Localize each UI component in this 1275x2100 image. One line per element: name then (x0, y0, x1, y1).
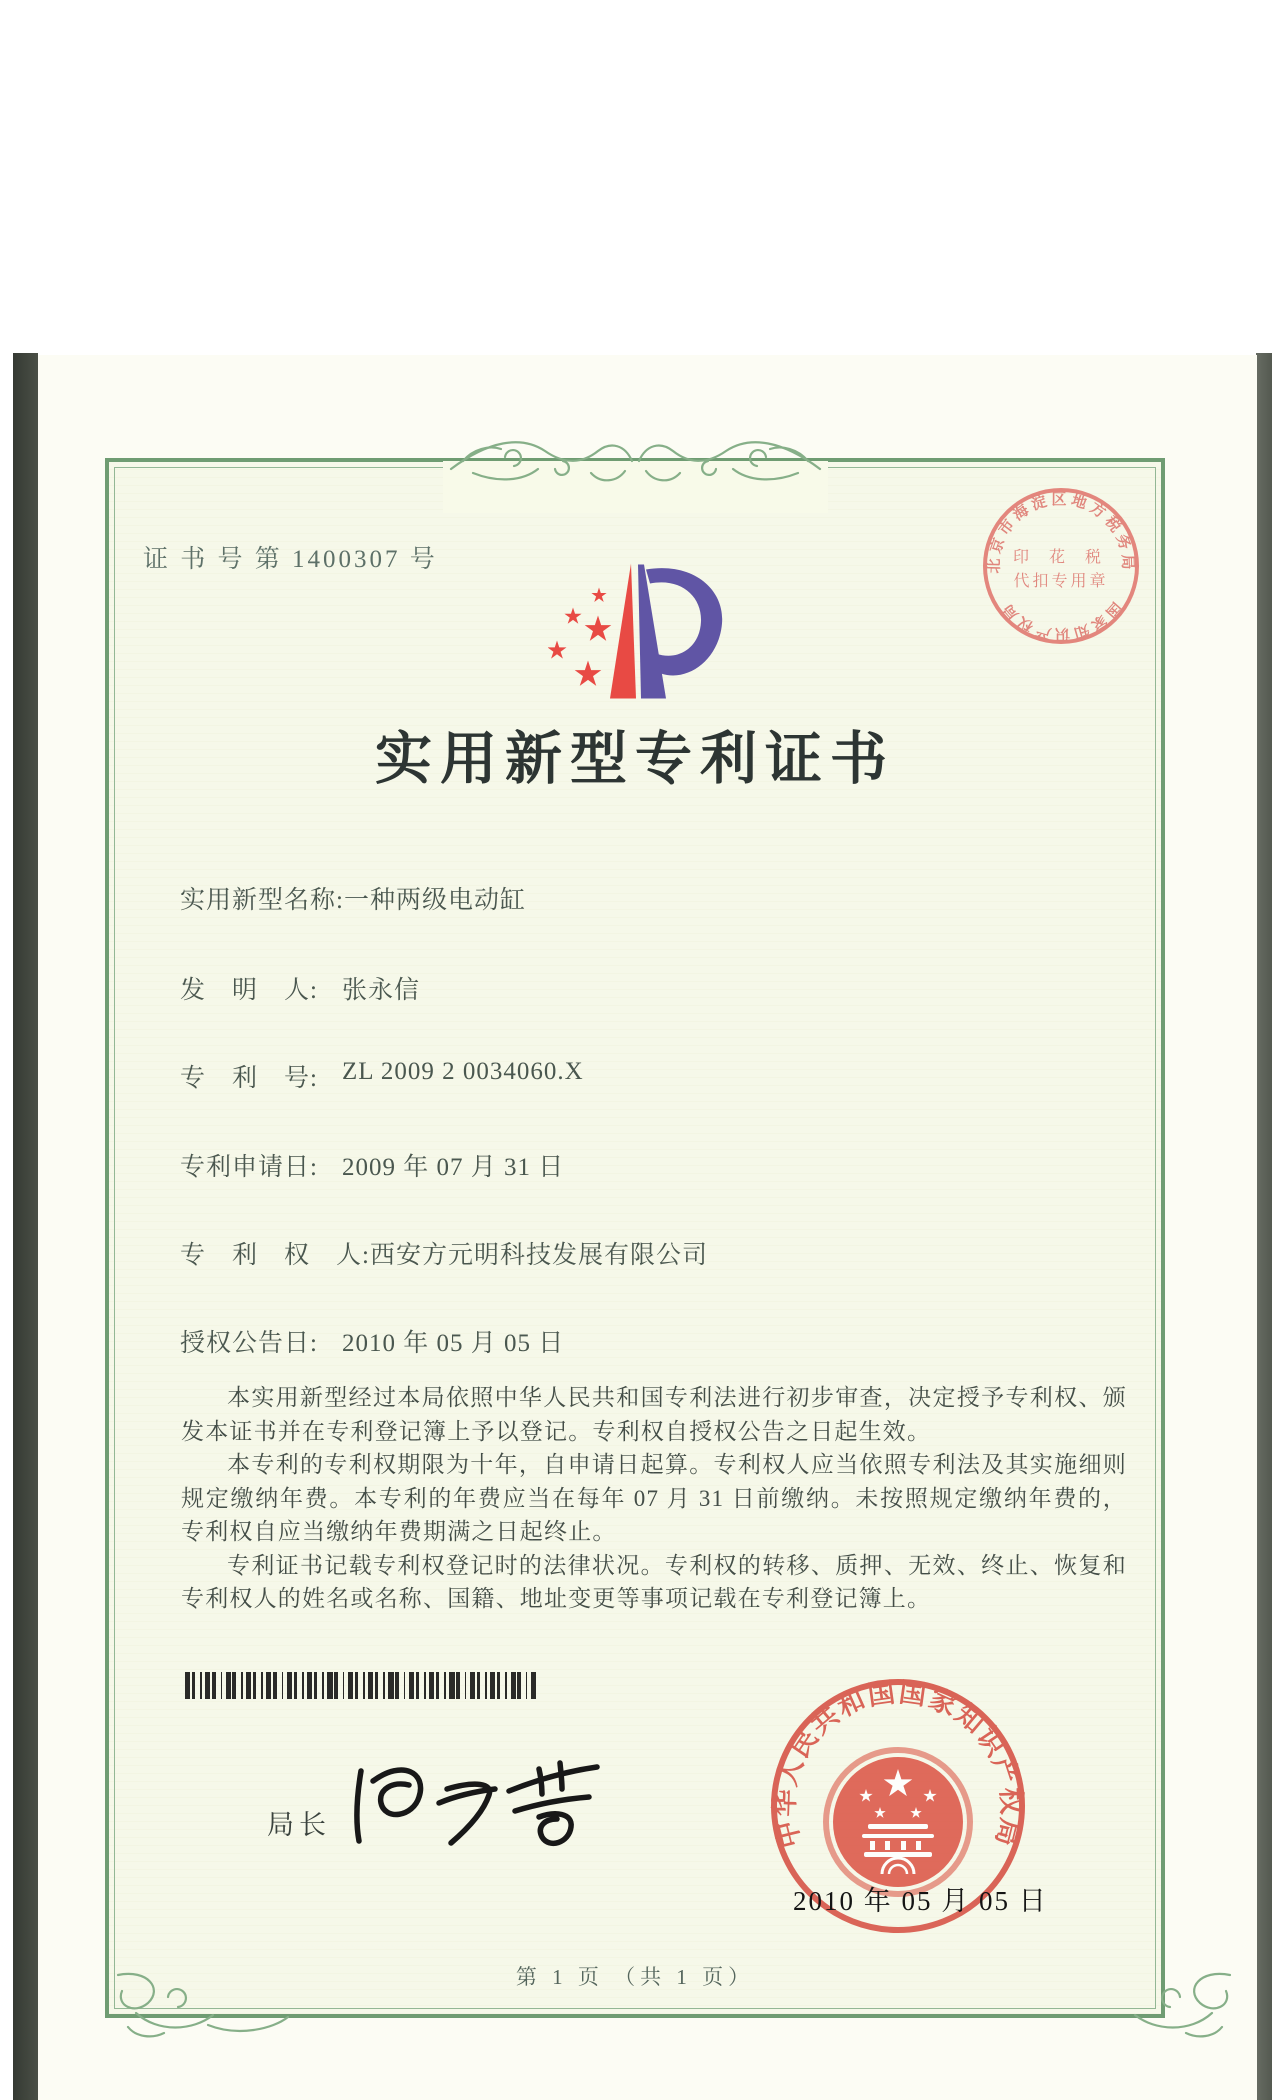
field-label: 授权公告日: (180, 1330, 318, 1357)
field-inventor (180, 970, 420, 1006)
scan-edge-left (13, 353, 38, 2100)
field-grant-date (180, 1323, 564, 1359)
legal-paragraph-2: 本专利的专利权期限为十年，自申请日起算。专利权人应当依照专利法及其实施细则规定缴纳年费。本专利的年费应当在每年 07 月 31 日前缴纳。未按照规定缴纳年费的，专利权自应当缴纳年费期满之日起终止。 (181, 1452, 1127, 1544)
legal-paragraph-1: 本实用新型经过本局依照中华人民共和国专利法进行初步审查，决定授予专利权、颁发本证书并在专利登记簿上予以登记。专利权自授权公告之日起生效。 (181, 1385, 1127, 1444)
field-label: 专 利 号: (180, 1065, 318, 1092)
field-filing-date (180, 1147, 564, 1183)
sipo-logo-icon (548, 555, 725, 708)
svg-text:国家知识产权局 (997, 599, 1125, 644)
tax-stamp-line2: 代扣专用章 (1013, 573, 1109, 590)
field-value: 张永信 (342, 977, 421, 1004)
barcode (185, 1672, 553, 1699)
field-patent-number (180, 1058, 584, 1094)
tax-stamp-seal (976, 481, 1146, 651)
seal-date: 2010 年 05 月 05 日 (793, 1886, 1048, 1916)
director-title-label: 局长 (267, 1810, 331, 1840)
tax-stamp-arc-bottom: 国家知识产权局 (998, 598, 1124, 642)
field-value: 2010 年 05 月 05 日 (342, 1330, 565, 1357)
field-value: ZL 2009 2 0034060.X (342, 1058, 584, 1085)
tax-stamp-line1: 印 花 税 (1012, 549, 1110, 566)
tax-stamp-arc-top: 北京市海淀区地方税务局 (986, 492, 1136, 574)
certificate-number: 证 书 号 第 1400307 号 (143, 546, 438, 573)
field-patentee (180, 1235, 708, 1271)
legal-text (181, 1381, 1127, 1616)
field-label: 专 利 权 人: (180, 1242, 370, 1269)
field-label: 实用新型名称: (180, 887, 344, 914)
field-label: 专利申请日: (180, 1154, 318, 1181)
director-signature (338, 1753, 608, 1873)
field-value: 2009 年 07 月 31 日 (342, 1154, 565, 1181)
field-label: 发 明 人: (180, 977, 318, 1004)
scan-edge-right (1256, 353, 1272, 2100)
field-value: 一种两级电动缸 (343, 887, 526, 914)
field-utility-model-name (180, 880, 526, 916)
seal-ring-text: 中华人民共和国国家知识产权局 (769, 1677, 1027, 1851)
page-indicator: 第 1 页 （共 1 页） (515, 1965, 755, 1989)
certificate-title: 实用新型专利证书 (375, 728, 895, 791)
certificate-page (38, 355, 1257, 2100)
field-value: 西安方元明科技发展有限公司 (369, 1242, 708, 1269)
legal-paragraph-3: 专利证书记载专利权登记时的法律状况。专利权的转移、质押、无效、终止、恢复和专利权人的姓名或名称、国籍、地址变更等事项记载在专利登记簿上。 (181, 1552, 1127, 1611)
